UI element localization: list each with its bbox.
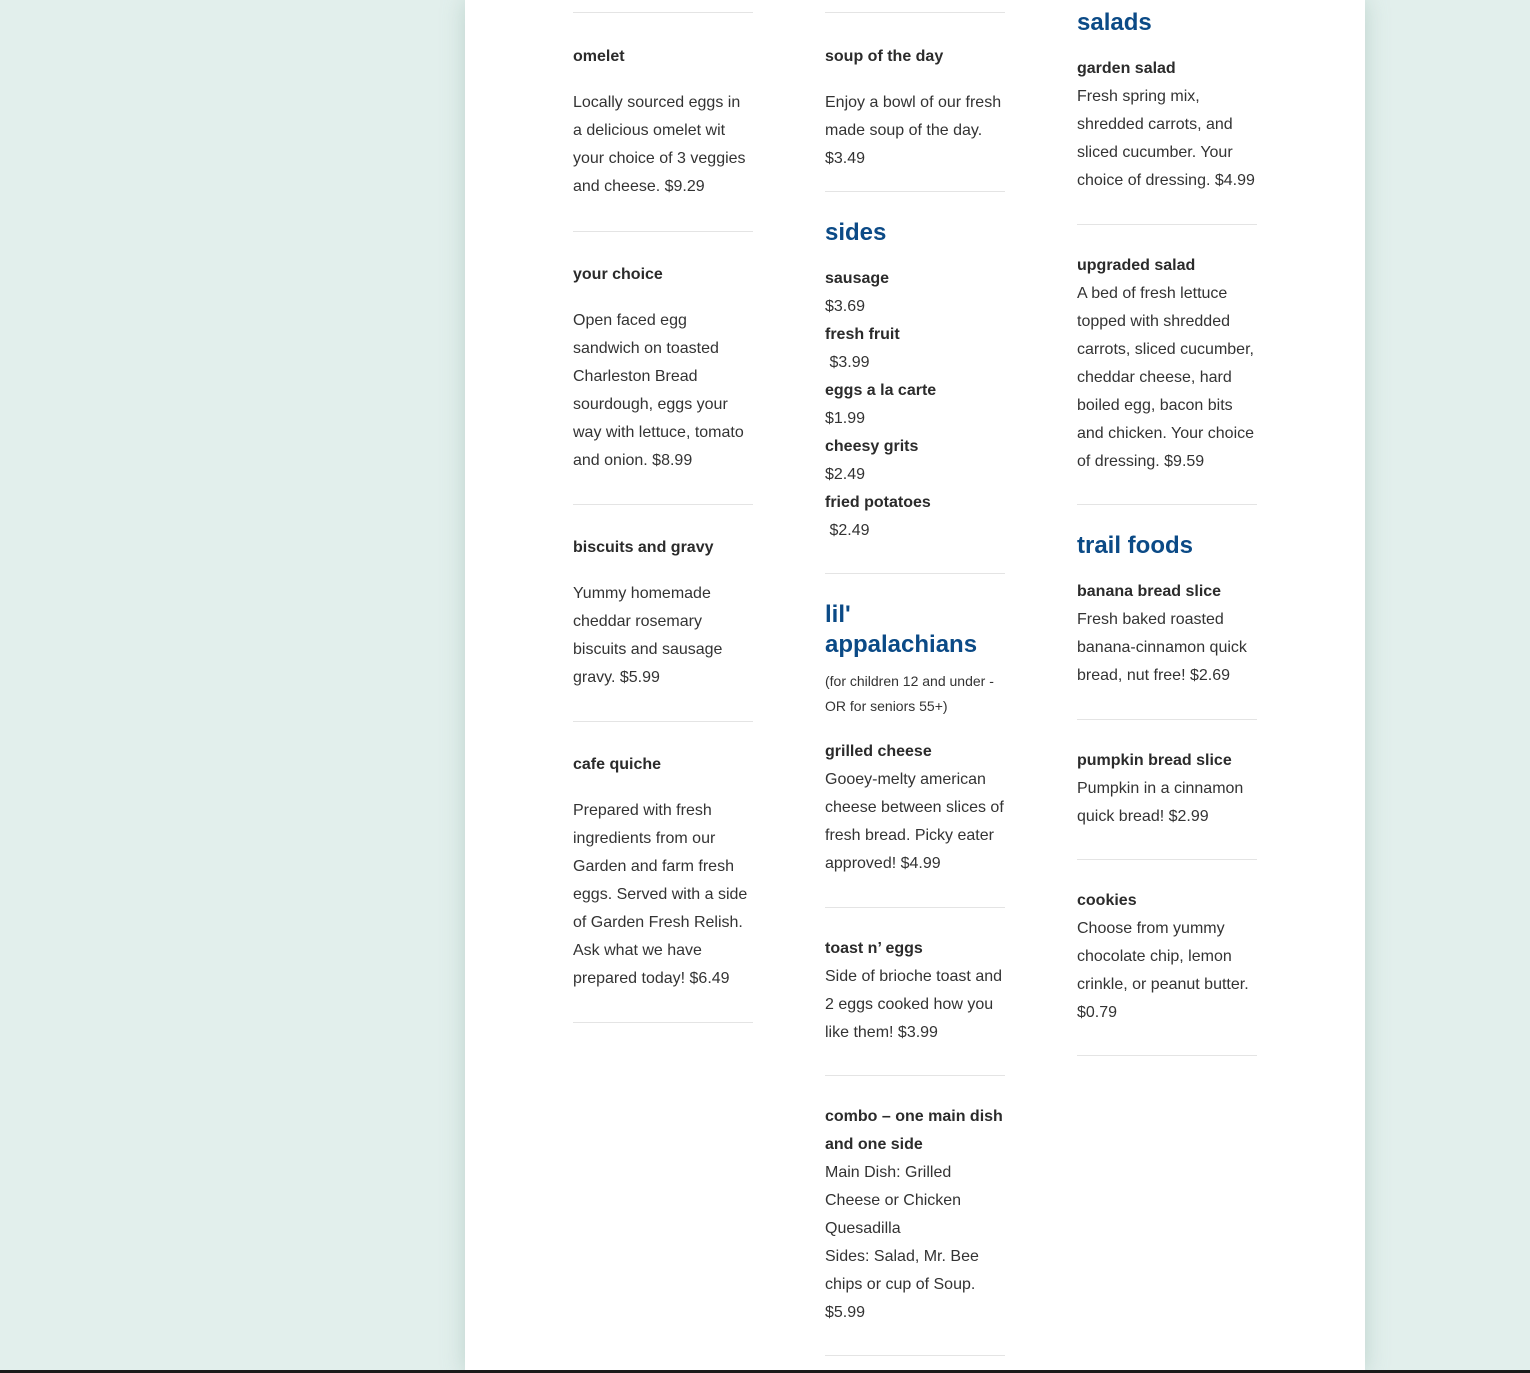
item-name: biscuits and gravy bbox=[573, 539, 714, 556]
item-description: Fresh baked roasted banana-cinnamon quick bread, nut free! $2.69 bbox=[1077, 611, 1247, 684]
salads-section bbox=[1077, 0, 1257, 224]
item-name: grilled cheese bbox=[825, 743, 932, 760]
item-name: fried potatoes bbox=[825, 494, 931, 511]
item-name: your choice bbox=[573, 266, 663, 283]
sides-section bbox=[825, 192, 1005, 573]
item-description: Side of brioche toast and 2 eggs cooked how you like them! $3.99 bbox=[825, 968, 1003, 1041]
item-name: upgraded salad bbox=[1077, 257, 1196, 274]
menu-item bbox=[825, 738, 1005, 907]
section-title-trail-foods: trail foods bbox=[1077, 532, 1194, 559]
item-name: toast n’ eggs bbox=[825, 940, 923, 957]
item-description: Open faced egg sandwich on toasted Charleston Bread sourdough, eggs your way with lettuce, tomato and onion. $8.99 bbox=[573, 312, 744, 469]
menu-item bbox=[1077, 720, 1257, 859]
item-description: Main Dish: Grilled Cheese or Chicken Quesadilla bbox=[825, 1164, 962, 1237]
section-title-sides: sides bbox=[825, 219, 887, 246]
menu-item bbox=[573, 722, 753, 1022]
item-name: cafe quiche bbox=[573, 756, 662, 773]
sides-list bbox=[825, 265, 1005, 573]
divider bbox=[1077, 1055, 1257, 1056]
item-name: pumpkin bread slice bbox=[1077, 752, 1232, 769]
item-price: $2.49 bbox=[825, 522, 870, 539]
item-price: $1.99 bbox=[825, 410, 866, 427]
item-description: Choose from yummy chocolate chip, lemon crinkle, or peanut butter. $0.79 bbox=[1077, 920, 1249, 1021]
item-description: A bed of fresh lettuce topped with shredded carrots, sliced cucumber, cheddar cheese, hard boiled egg, bacon bits and chicken. Your choice of dressing. $9.59 bbox=[1077, 285, 1255, 470]
item-name: garden salad bbox=[1077, 60, 1176, 77]
item-description: Yummy homemade cheddar rosemary biscuits and sausage gravy. $5.99 bbox=[573, 585, 723, 686]
menu-item bbox=[1077, 578, 1257, 719]
item-description: Pumpkin in a cinnamon quick bread! $2.99 bbox=[1077, 780, 1244, 825]
item-description: Enjoy a bowl of our fresh made soup of the day. $3.49 bbox=[825, 94, 1002, 167]
menu-item bbox=[1077, 55, 1257, 224]
divider bbox=[573, 1022, 753, 1023]
menu-item bbox=[573, 232, 753, 504]
menu-item bbox=[573, 13, 753, 231]
item-name: soup of the day bbox=[825, 48, 944, 65]
section-note: (for children 12 and under - OR for seniors 55+) bbox=[825, 673, 994, 714]
item-name: omelet bbox=[573, 48, 625, 65]
item-name: fresh fruit bbox=[825, 326, 900, 343]
menu-column-salads-trail bbox=[1077, 0, 1257, 1056]
item-price: $3.99 bbox=[825, 354, 870, 371]
section-title-salads: salads bbox=[1077, 9, 1152, 36]
item-name: cheesy grits bbox=[825, 438, 919, 455]
item-name: eggs a la carte bbox=[825, 382, 937, 399]
item-price: $2.49 bbox=[825, 466, 866, 483]
item-description: Gooey-melty american cheese between slices of fresh bread. Picky eater approved! $4.99 bbox=[825, 771, 1004, 872]
item-description: Prepared with fresh ingredients from our Garden and farm fresh eggs. Served with a side of Garden Fresh Relish. Ask what we have prepared today! $6.49 bbox=[573, 802, 748, 987]
item-name: banana bread slice bbox=[1077, 583, 1222, 600]
item-description: Sides: Salad, Mr. Bee chips or cup of Soup. $5.99 bbox=[825, 1248, 979, 1321]
menu-item bbox=[573, 505, 753, 721]
trail-foods-section bbox=[1077, 505, 1257, 719]
item-price: $3.69 bbox=[825, 298, 866, 315]
menu-column-breakfast bbox=[573, 0, 753, 1023]
divider bbox=[825, 1355, 1005, 1356]
item-description: Locally sourced eggs in a delicious omelet wit your choice of 3 veggies and cheese. $9.29 bbox=[573, 94, 746, 195]
menu-item-combo bbox=[825, 1076, 1005, 1355]
item-description: Fresh spring mix, shredded carrots, and sliced cucumber. Your choice of dressing. $4.99 bbox=[1077, 88, 1255, 189]
section-title-lil-appalachians: lil' appalachians bbox=[825, 601, 978, 658]
item-name: combo – one main dish and one side bbox=[825, 1108, 1003, 1153]
lil-appalachians-section bbox=[825, 574, 1005, 907]
menu-item bbox=[825, 908, 1005, 1075]
menu-item bbox=[1077, 860, 1257, 1055]
menu-item bbox=[1077, 225, 1257, 504]
menu-column-soups-sides bbox=[825, 0, 1005, 1356]
menu-item bbox=[825, 13, 1005, 191]
item-name: cookies bbox=[1077, 892, 1137, 909]
item-name: sausage bbox=[825, 270, 890, 287]
